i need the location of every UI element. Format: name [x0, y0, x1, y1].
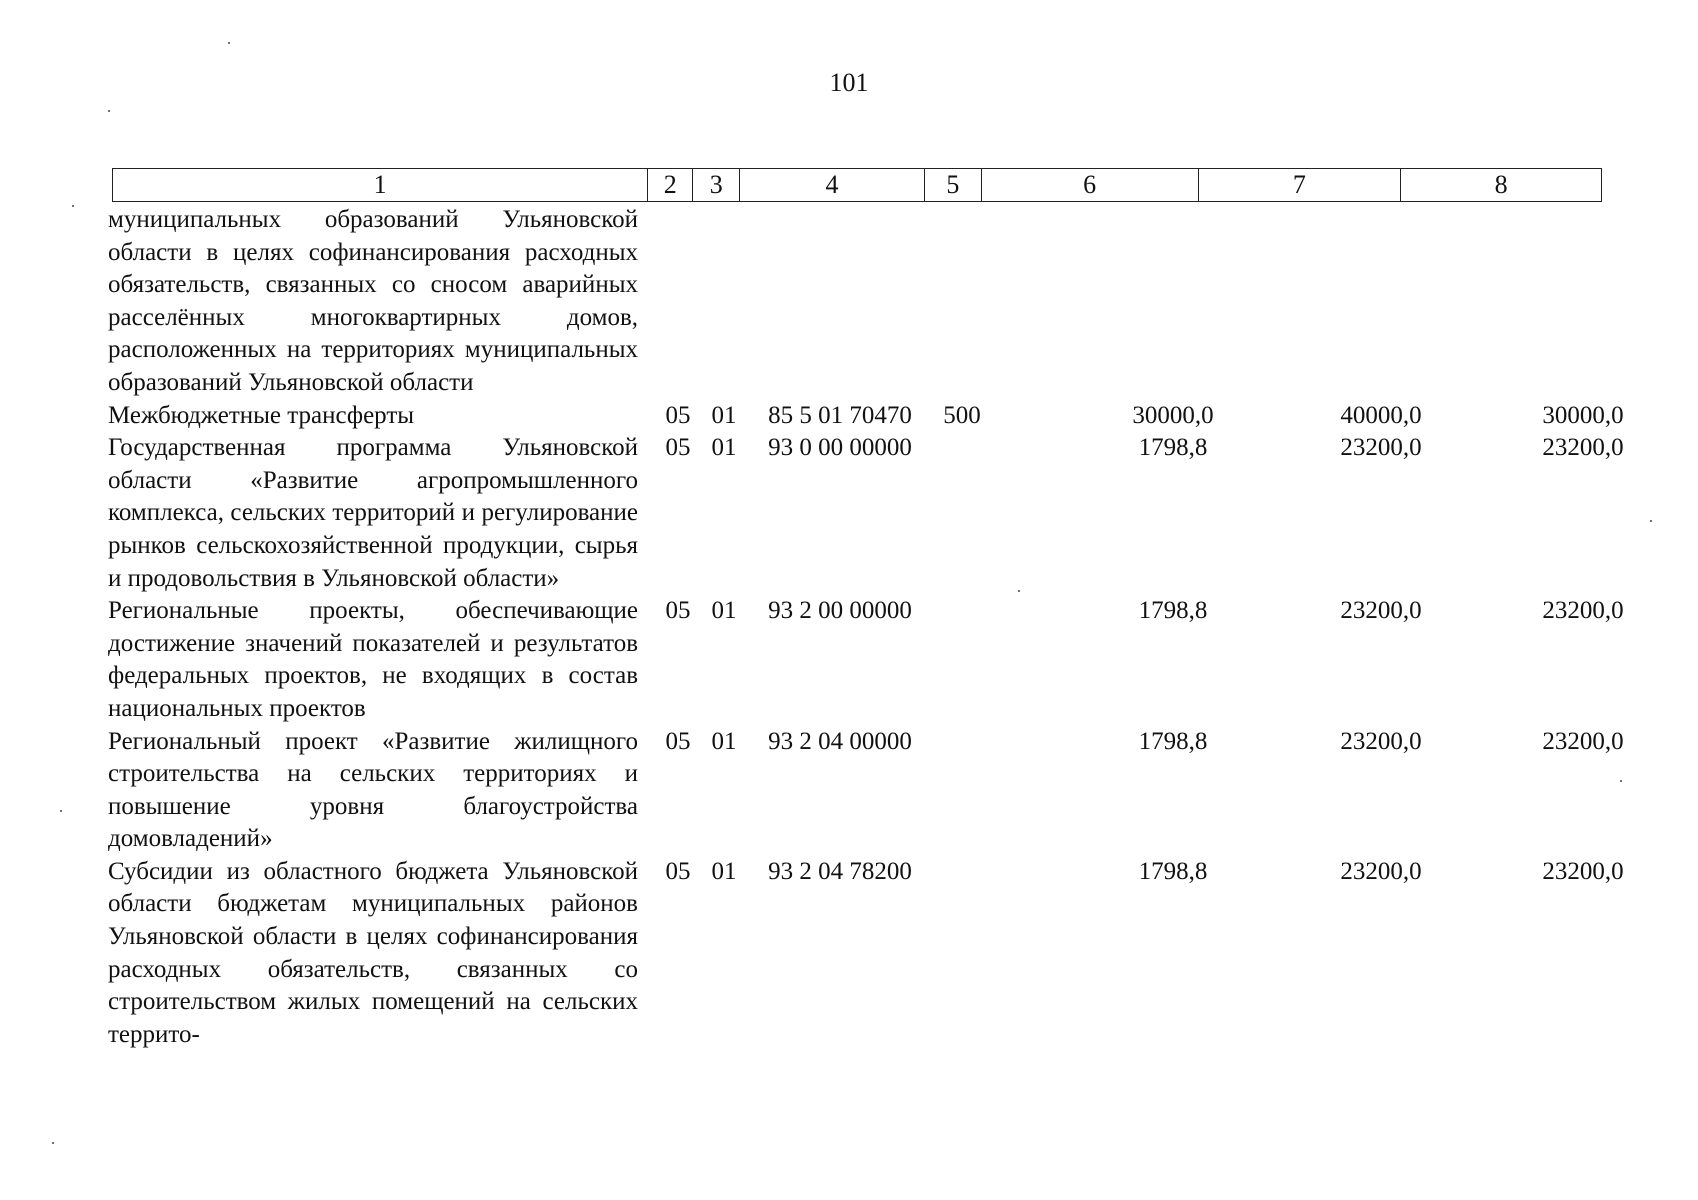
header-col-4: 4 — [740, 169, 925, 201]
header-col-3: 3 — [693, 169, 740, 201]
row-subsection: 01 — [711, 727, 737, 755]
row-section: 05 — [665, 401, 691, 429]
row-subsection: 01 — [711, 434, 737, 462]
row-subsection: 01 — [711, 597, 737, 625]
scan-speck — [228, 42, 230, 44]
row-target-code: 93 2 00 00000 — [768, 597, 912, 625]
table-row — [108, 432, 1624, 595]
row-description: Государственная программа Ульяновской области «Развитие агропромышленного комплекса, сельских территорий и регулирование рынков сельскохозяйственной продукции, сырья и продовольствия в Ульяновской области» — [108, 434, 638, 592]
row-section: 05 — [665, 727, 691, 755]
scan-speck — [1620, 780, 1622, 782]
row-target-code: 93 2 04 78200 — [768, 857, 912, 885]
header-col-1: 1 — [113, 169, 648, 201]
row-amount-1: 30000,0 — [1132, 401, 1214, 429]
scan-speck — [72, 205, 74, 207]
header-col-2: 2 — [648, 169, 693, 201]
row-section: 05 — [665, 597, 691, 625]
row-amount-1: 1798,8 — [1138, 727, 1208, 755]
table-row — [108, 856, 1624, 1052]
scan-speck — [1650, 520, 1652, 522]
row-amount-2: 23200,0 — [1340, 597, 1422, 625]
row-description: Межбюджетные трансферты — [108, 401, 415, 429]
row-amount-1: 1798,8 — [1138, 597, 1208, 625]
row-amount-1: 1798,8 — [1138, 434, 1208, 462]
table-row — [108, 726, 1624, 856]
scan-speck — [108, 110, 110, 112]
header-col-6: 6 — [982, 169, 1199, 201]
row-target-code: 85 5 01 70470 — [768, 401, 912, 429]
row-description: Субсидии из областного бюджета Ульяновской области бюджетам муниципальных районов Ульяновской области в целях софинансирования расходных обязательств, связанных со строительством жилых помещений на сельских террито- — [108, 857, 638, 1048]
scan-speck — [60, 810, 62, 812]
row-amount-3: 30000,0 — [1542, 401, 1624, 429]
row-amount-3: 23200,0 — [1542, 727, 1624, 755]
header-col-8: 8 — [1494, 170, 1508, 199]
row-amount-3: 23200,0 — [1542, 434, 1624, 462]
row-amount-3: 23200,0 — [1542, 857, 1624, 885]
page-number: 101 — [829, 68, 869, 97]
row-amount-2: 23200,0 — [1340, 434, 1422, 462]
row-amount-2: 40000,0 — [1340, 401, 1422, 429]
row-amount-1: 1798,8 — [1138, 857, 1208, 885]
table-row — [108, 204, 1608, 400]
scan-speck — [1018, 590, 1020, 592]
row-section: 05 — [665, 434, 691, 462]
row-subsection: 01 — [711, 857, 737, 885]
row-description: Региональные проекты, обеспечивающие достижение значений показателей и результатов федеральных проектов, не входящих в состав национальных проектов — [108, 597, 638, 722]
scan-speck — [52, 1142, 54, 1144]
row-amount-2: 23200,0 — [1340, 857, 1422, 885]
row-description: муниципальных образований Ульяновской области в целях софинансирования расходных обязательств, связанных со сносом аварийных расселённых многоквартирных домов, расположенных на территориях муниципальных образований Ульяновской области — [108, 206, 638, 396]
row-expense-type: 500 — [943, 401, 981, 429]
row-description: Региональный проект «Развитие жилищного строительства на сельских территориях и повышение уровня благоустройства домовладений» — [108, 727, 638, 853]
header-col-7: 7 — [1199, 169, 1402, 201]
row-section: 05 — [665, 857, 691, 885]
row-target-code: 93 2 04 00000 — [768, 727, 912, 755]
table-row — [108, 400, 1624, 433]
table-header — [112, 168, 1602, 202]
row-amount-3: 23200,0 — [1542, 597, 1624, 625]
row-subsection: 01 — [711, 401, 737, 429]
table-body — [108, 204, 1624, 1051]
row-target-code: 93 0 00 00000 — [768, 434, 912, 462]
table-row — [108, 595, 1624, 725]
row-amount-2: 23200,0 — [1340, 727, 1422, 755]
header-col-5: 5 — [925, 169, 982, 201]
